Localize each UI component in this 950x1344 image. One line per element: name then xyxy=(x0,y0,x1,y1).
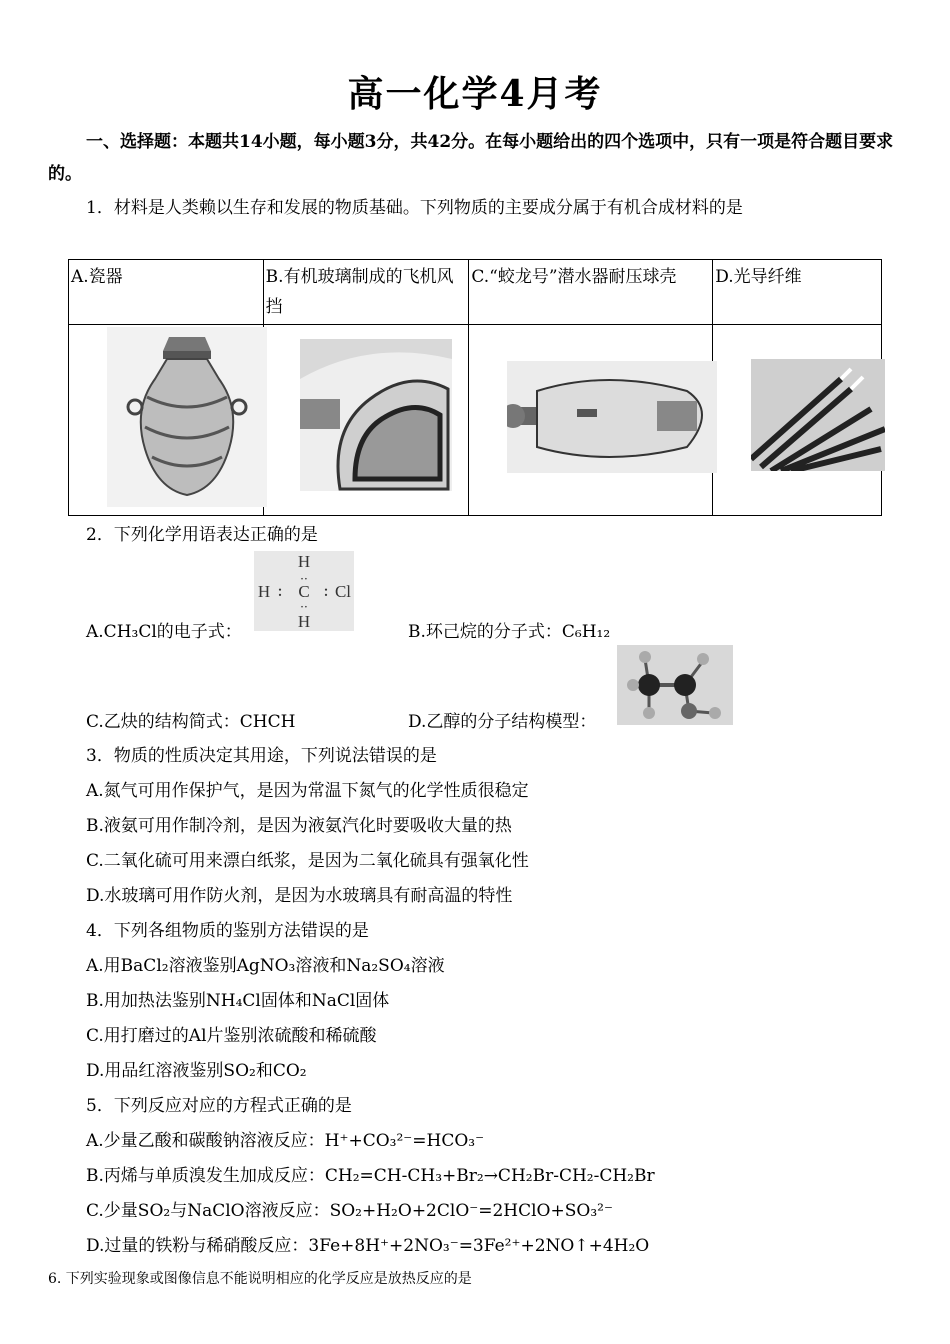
section-heading: 一、选择题：本题共14小题，每小题3分，共42分。在每小题给出的四个选项中，只有一项是符合题目要求的。 xyxy=(48,132,894,184)
q2-option-d: D.乙醇的分子结构模型： xyxy=(408,712,597,732)
q5-option-c: C.少量SO₂与NaClO溶液反应：SO₂+H₂O+2ClO⁻=2HClO+SO₃²⁻ xyxy=(86,1201,613,1221)
ef-dots-down: ·· xyxy=(300,600,308,614)
q3-option-a: A.氮气可用作保护气，是因为常温下氮气的化学性质很稳定 xyxy=(86,781,529,801)
q3-option-d: D.水玻璃可用作防火剂，是因为水玻璃具有耐高温的特性 xyxy=(86,886,513,906)
page-title: 高一化学4月考 xyxy=(347,73,603,115)
ef-colon-1: : xyxy=(277,581,283,601)
q1-stem: 1．材料是人类赖以生存和发展的物质基础。下列物质的主要成分属于有机合成材料的是 xyxy=(86,198,743,218)
q6-stem: 6. 下列实验现象或图像信息不能说明相应的化学反应是放热反应的是 xyxy=(48,1271,472,1287)
aircraft-windshield-image xyxy=(300,339,452,491)
ef-left-h: H xyxy=(257,582,271,601)
q1-image-cell-a xyxy=(69,325,264,516)
q5-option-a: A.少量乙酸和碳酸钠溶液反应：H⁺+CO₃²⁻=HCO₃⁻ xyxy=(86,1131,485,1151)
q5-option-d: D.过量的铁粉与稀硝酸反应：3Fe+8H⁺+2NO₃⁻=3Fe²⁺+2NO↑+4H₂O xyxy=(86,1236,650,1256)
ef-center-c: C xyxy=(298,582,310,601)
ef-top-h: H xyxy=(297,552,311,571)
q1-option-b: B.有机玻璃制成的飞机风挡 xyxy=(263,260,469,325)
submersible-image xyxy=(507,361,717,473)
q4-option-d: D.用品红溶液鉴别SO₂和CO₂ xyxy=(86,1061,307,1081)
ef-right-cl: Cl xyxy=(334,582,352,601)
q2-stem: 2．下列化学用语表达正确的是 xyxy=(86,525,318,545)
ef-dots-up: ·· xyxy=(300,572,308,586)
optical-fiber-image xyxy=(751,359,885,471)
ethanol-model-image xyxy=(617,645,733,725)
q3-stem: 3．物质的性质决定其用途，下列说法错误的是 xyxy=(86,746,437,766)
q1-option-a: A.瓷器 xyxy=(69,260,264,325)
q1-options-table xyxy=(68,259,882,516)
ef-bottom-h: H xyxy=(297,612,311,631)
q2-option-b: B.环己烷的分子式：C₆H₁₂ xyxy=(408,622,611,642)
q2-option-a: A.CH₃Cl的电子式： xyxy=(86,622,242,642)
q1-image-cell-c xyxy=(469,325,713,516)
porcelain-vase-image xyxy=(107,327,267,507)
q4-option-b: B.用加热法鉴别NH₄Cl固体和NaCl固体 xyxy=(86,991,390,1011)
q4-option-c: C.用打磨过的Al片鉴别浓硫酸和稀硫酸 xyxy=(86,1026,377,1046)
ch3cl-electron-formula-image xyxy=(254,551,354,631)
q3-option-c: C.二氧化硫可用来漂白纸浆，是因为二氧化硫具有强氧化性 xyxy=(86,851,529,871)
q2-option-c: C.乙炔的结构简式：CHCH xyxy=(86,712,296,732)
q3-option-b: B.液氨可用作制冷剂，是因为液氨汽化时要吸收大量的热 xyxy=(86,816,512,836)
ef-colon-2: : xyxy=(323,581,329,601)
q4-option-a: A.用BaCl₂溶液鉴别AgNO₃溶液和Na₂SO₄溶液 xyxy=(86,956,445,976)
q1-image-cell-d xyxy=(713,325,882,516)
q5-stem: 5．下列反应对应的方程式正确的是 xyxy=(86,1096,352,1116)
q5-option-b: B.丙烯与单质溴发生加成反应：CH₂=CH-CH₃+Br₂→CH₂Br-CH₂-CH₂Br xyxy=(86,1166,655,1186)
q4-stem: 4．下列各组物质的鉴别方法错误的是 xyxy=(86,921,369,941)
q1-option-c: C.“蛟龙号”潜水器耐压球壳 xyxy=(469,260,713,325)
q1-option-d: D.光导纤维 xyxy=(713,260,882,325)
q1-image-cell-b xyxy=(263,325,469,516)
